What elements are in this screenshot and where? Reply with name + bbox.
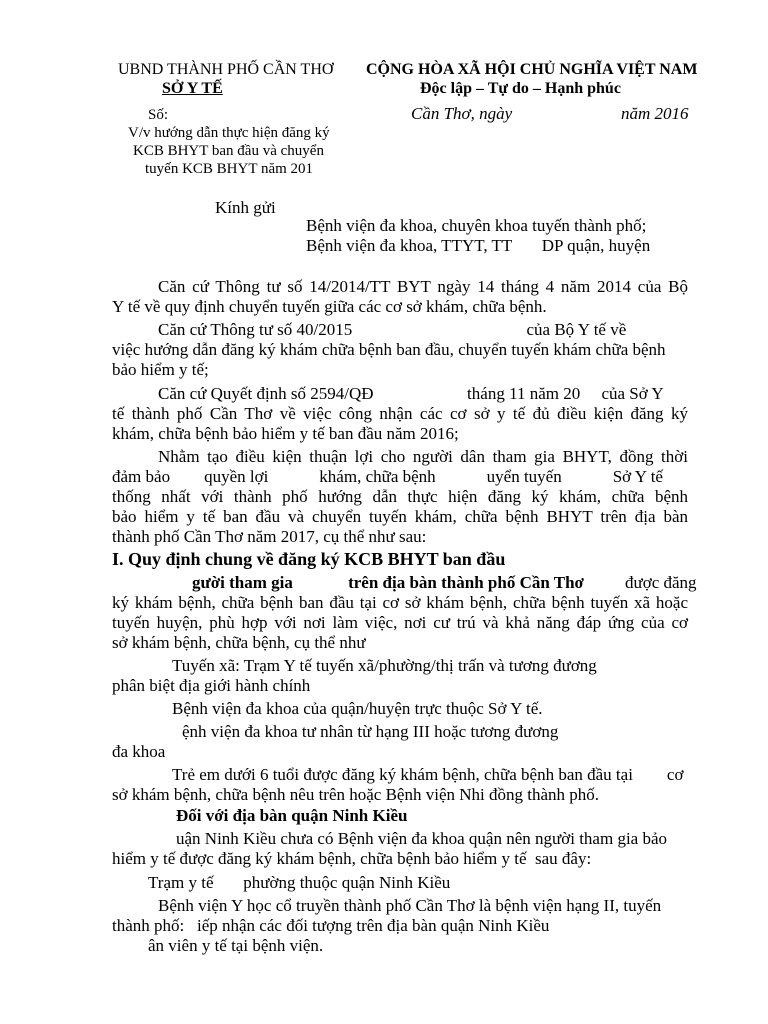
subsection-line: thành phố: iếp nhận các đối tượng trên địa bàn quận Ninh Kiều xyxy=(112,916,550,935)
national-title: CỘNG HÒA XÃ HỘI CHỦ NGHĨA VIỆT NAM xyxy=(366,61,698,78)
body-line: bảo hiểm y tế ban đầu và chuyển tuyến khám, chữa bệnh BHYT trên địa bàn xyxy=(112,507,688,526)
subsection-line: Trạm y tế phường thuộc quận Ninh Kiều xyxy=(148,873,451,892)
section-line: được đăng xyxy=(625,573,697,592)
section-line: sở khám bệnh, chữa bệnh, cụ thể như xyxy=(112,633,366,652)
section-line: Tuyến xã: Trạm Y tế tuyến xã/phường/thị trấn và tương đương xyxy=(172,656,597,675)
subject-line-3: tuyến KCB BHYT năm 201 xyxy=(145,161,314,177)
section-line: Trẻ em dưới 6 tuổi được đăng ký khám bệnh, chữa bệnh ban đầu tại cơ xyxy=(172,765,684,784)
body-line: Y tế về quy định chuyển tuyến giữa các cơ sở khám, chữa bệnh. xyxy=(112,297,547,316)
section-line: đa khoa xyxy=(112,742,166,761)
recipients-label: Kính gửi xyxy=(215,198,276,217)
section-line-bold: gười tham gia trên địa bàn thành phố Cần Thơ xyxy=(192,573,584,592)
body-line: bảo hiểm y tế; xyxy=(112,360,209,379)
subsection-line: uận Ninh Kiều chưa có Bệnh viện đa khoa quận nên người tham gia bảo xyxy=(176,829,668,848)
subject-line-2: KCB BHYT ban đầu và chuyển xyxy=(133,143,324,159)
body-line: việc hướng dẫn đăng ký khám chữa bệnh ban đầu, chuyển tuyến khám chữa bệnh xyxy=(112,340,666,359)
body-line: Căn cứ Thông tư số 40/2015 của Bộ Y tế về xyxy=(158,320,627,339)
subsection-line: hiểm y tế được đăng ký khám bệnh, chữa bệnh bảo hiểm y tế sau đây: xyxy=(112,849,592,868)
body-line: Nhằm tạo điều kiện thuận lợi cho người dân tham gia BHYT, đồng thời xyxy=(158,447,688,466)
subsection-line: ân viên y tế tại bệnh viện. xyxy=(148,936,324,955)
body-line: Căn cứ Thông tư số 14/2014/TT BYT ngày 14 tháng 4 năm 2014 của Bộ xyxy=(158,277,688,296)
body-line: thống nhất với thành phố hướng dẫn thực hiện đăng ký khám, chữa bệnh xyxy=(112,487,688,506)
section-line: ệnh viện đa khoa tư nhân từ hạng III hoặc tương đương xyxy=(182,722,559,741)
subject-line-1: V/v hướng dẫn thực hiện đăng ký xyxy=(128,125,330,141)
section-line: phân biệt địa giới hành chính xyxy=(112,676,311,695)
body-line: khám, chữa bệnh bảo hiểm y tế ban đầu năm 2016; xyxy=(112,424,459,443)
issuing-department: SỞ Y TẾ xyxy=(162,80,223,97)
place-date: Cần Thơ, ngày xyxy=(411,104,513,123)
body-line: tế thành phố Cần Thơ về việc công nhận các cơ sở y tế đủ điều kiện đăng ký xyxy=(112,404,688,423)
section-line: Bệnh viện đa khoa của quận/huyện trực thuộc Sở Y tế. xyxy=(172,699,543,718)
issuing-authority: UBND THÀNH PHỐ CẦN THƠ xyxy=(118,61,334,78)
recipient-line-1: Bệnh viện đa khoa, chuyên khoa tuyến thành phố; xyxy=(306,216,647,235)
section-line: sở khám bệnh, chữa bệnh nêu trên hoặc Bệnh viện Nhi đồng thành phố. xyxy=(112,785,600,804)
body-line: thành phố Cần Thơ năm 2017, cụ thể như sau: xyxy=(112,527,427,546)
national-motto: Độc lập – Tự do – Hạnh phúc xyxy=(420,80,621,97)
body-line: đảm bảo quyền lợi khám, chữa bệnh uyển tuyến Sở Y tế xyxy=(112,467,663,486)
section-line: ký khám bệnh, chữa bệnh ban đầu tại cơ sở khám bệnh, chữa bệnh tuyến xã hoặc xyxy=(112,593,688,612)
section-heading: I. Quy định chung về đăng ký KCB BHYT ban đầu xyxy=(112,549,506,569)
subsection-heading: Đối với địa bàn quận Ninh Kiều xyxy=(176,806,408,825)
document-year: năm 2016 xyxy=(621,104,689,123)
body-line: Căn cứ Quyết định số 2594/QĐ tháng 11 năm 20 của Sở Y xyxy=(158,384,664,403)
document-number-label: Số: xyxy=(148,107,169,123)
subsection-line: Bệnh viện Y học cổ truyền thành phố Cần Thơ là bệnh viện hạng II, tuyến xyxy=(158,896,662,915)
section-line: tuyến huyện, phù hợp với nơi làm việc, nơi cư trú và khả năng đáp ứng của cơ xyxy=(112,613,688,632)
recipient-line-2: Bệnh viện đa khoa, TTYT, TT DP quận, huyện xyxy=(306,236,651,255)
